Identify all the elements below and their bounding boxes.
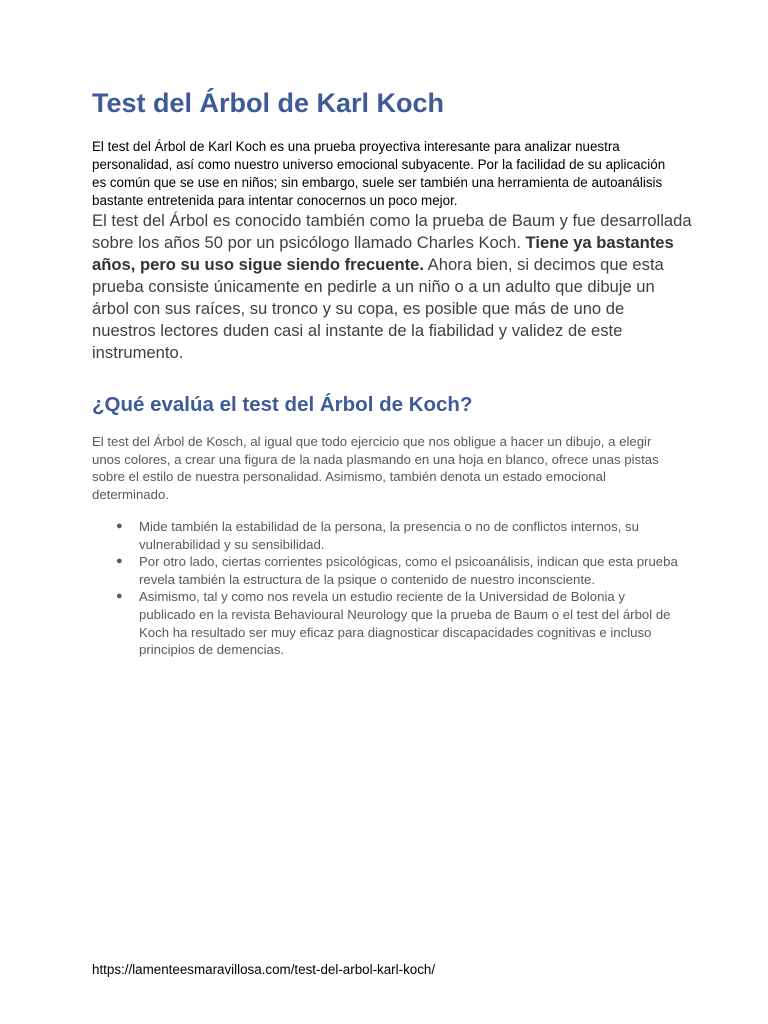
list-item — [92, 553, 682, 588]
list-item-text: Mide también la estabilidad de la persona, la presencia o no de conflictos internos, su vulnerabilidad y su sensibilidad. — [139, 519, 639, 552]
section-paragraph: El test del Árbol de Kosch, al igual que todo ejercicio que nos obligue a hacer un dibujo, a elegir unos colores, a crear una figura de la nada plasmando en una hoja en blanco, ofrece unas pistas sobre el estilo de nuestra personalidad. Asimismo, también denota un estado emocional determinado. — [92, 434, 659, 502]
list-item-text: Asimismo, tal y como nos revela un estudio reciente de la Universidad de Bolonia y publicado en la revista Behavioural Neurology que la prueba de Baum o el test del árbol de Koch ha resultado ser muy eficaz para diagnosticar discapacidades cognitivas e incluso principios de demencias. — [139, 589, 671, 658]
section-heading: ¿Qué evalúa el test del Árbol de Koch? — [92, 393, 473, 416]
baum-paragraph-text-1: El test del Árbol es conocido también como la prueba de Baum y fue desarrollada sobre los años 50 por un psicólogo llamado Charles Koch. — [92, 211, 692, 252]
intro-paragraph: El test del Árbol de Karl Koch es una prueba proyectiva interesante para analizar nuestra personalidad, así como nuestro universo emocional subyacente. Por la facilidad de su aplicación es común que se use en niños; sin embargo, suele ser también una herramienta de autoanálisis bastante entretenida para intentar conocernos un poco mejor. — [92, 139, 666, 208]
bullet-list — [92, 518, 682, 659]
bullet-icon: ● — [116, 590, 123, 603]
page-title: Test del Árbol de Karl Koch — [92, 88, 445, 118]
baum-paragraph-text-2: Ahora bien, si decimos que esta prueba consiste únicamente en pedirle a un niño o a un adulto que dibuje un árbol con sus raíces, su tronco y su copa, es posible que más de uno de nuestros lectores duden casi al instante de la fiabilidad y validez de este instrumento. — [92, 255, 664, 362]
bullet-icon: ● — [116, 555, 123, 568]
bullet-icon: ● — [116, 520, 123, 532]
list-item — [92, 588, 682, 658]
list-item-text: Por otro lado, ciertas corrientes psicológicas, como el psicoanálisis, indican que esta prueba revela también la estructura de la psique o contenido de nuestro inconsciente. — [139, 554, 678, 587]
source-url: https://lamenteesmaravillosa.com/test-del-arbol-karl-koch/ — [92, 962, 436, 977]
baum-paragraph — [92, 210, 692, 364]
baum-paragraph-bold: Tiene ya bastantes años, pero su uso sigue siendo frecuente. — [92, 233, 674, 274]
list-item — [92, 518, 682, 553]
